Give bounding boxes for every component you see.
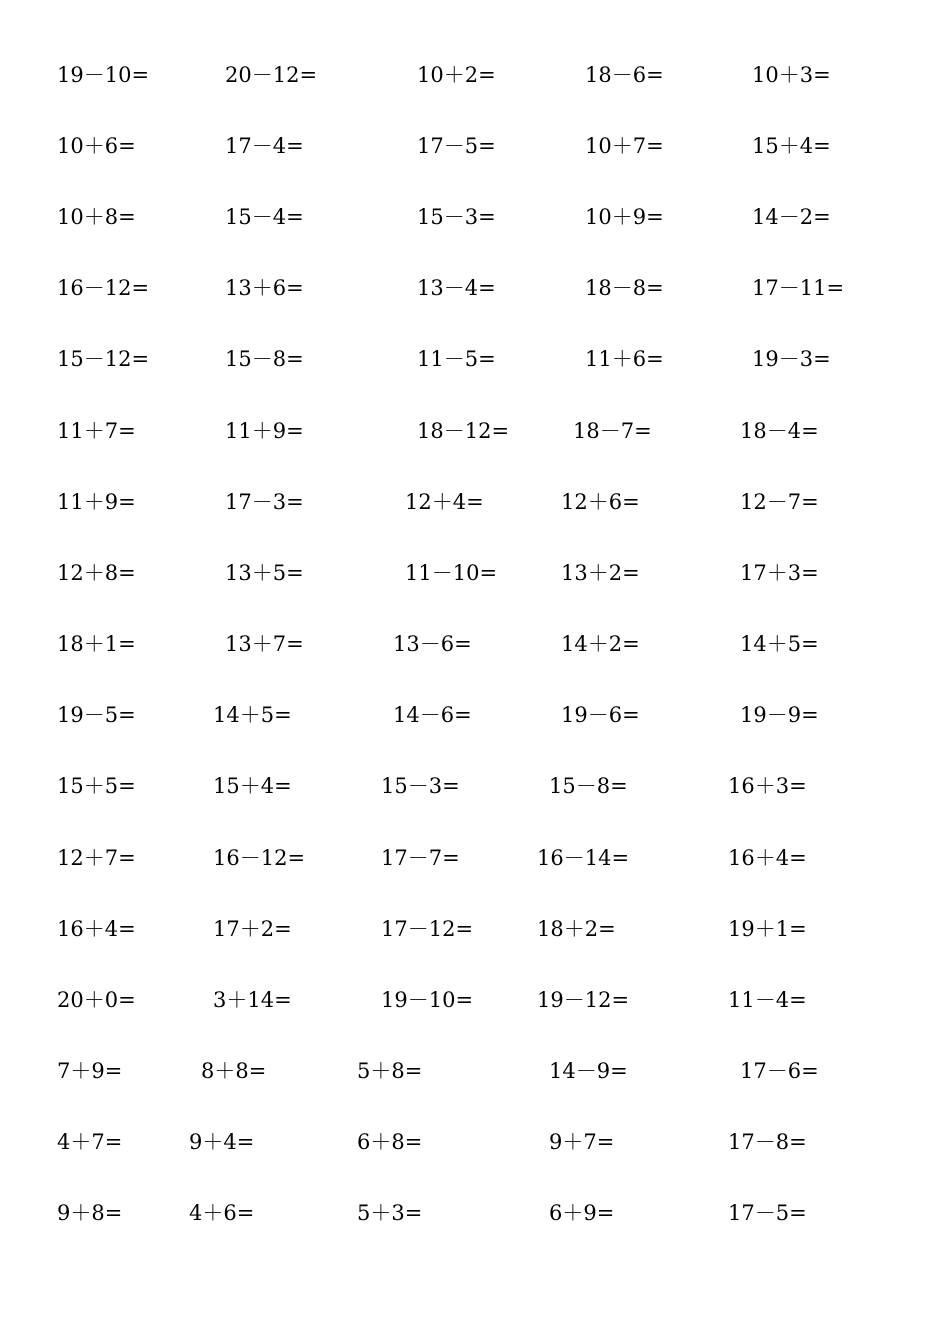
math-problem: 12＋6= [561,490,640,514]
math-problem: 11－5= [417,347,496,371]
math-problem: 17－3= [225,490,304,514]
math-problem: 20－12= [225,63,318,87]
math-problem: 17－5= [728,1201,807,1225]
math-problem: 9＋8= [57,1201,123,1225]
math-problem: 17＋3= [740,561,819,585]
math-problem: 15－12= [57,347,150,371]
math-problem: 19＋1= [728,917,807,941]
math-problem: 12＋8= [57,561,136,585]
math-problem: 17＋2= [213,917,292,941]
math-problem: 19－3= [752,347,831,371]
math-problem: 16－12= [57,276,150,300]
math-problem: 10＋3= [752,63,831,87]
math-problem: 13－6= [393,632,472,656]
math-problem: 11＋6= [585,347,664,371]
math-problem: 13＋6= [225,276,304,300]
math-problem: 9＋7= [549,1130,615,1154]
math-problem: 11＋9= [225,419,304,443]
math-problem: 17－4= [225,134,304,158]
math-problem: 4＋7= [57,1130,123,1154]
math-problem: 10＋9= [585,205,664,229]
math-problem: 11－4= [728,988,807,1012]
math-problem: 18－8= [585,276,664,300]
math-problem: 18＋1= [57,632,136,656]
math-problem: 17－5= [417,134,496,158]
math-problem: 16＋4= [57,917,136,941]
math-problem: 17－11= [752,276,845,300]
math-problem: 15－4= [225,205,304,229]
math-problem: 6＋8= [357,1130,423,1154]
math-problem: 8＋8= [201,1059,267,1083]
math-problem: 10＋8= [57,205,136,229]
math-problem: 10＋7= [585,134,664,158]
math-problem: 19－9= [740,703,819,727]
math-problem: 3＋14= [213,988,292,1012]
math-problem: 14－6= [393,703,472,727]
math-problem: 11－10= [405,561,498,585]
math-problem: 17－12= [381,917,474,941]
math-problem: 20＋0= [57,988,136,1012]
math-problem: 12＋7= [57,846,136,870]
math-problem: 15＋5= [57,774,136,798]
math-problem: 17－8= [728,1130,807,1154]
math-problem: 5＋8= [357,1059,423,1083]
math-problem: 19－10= [381,988,474,1012]
math-problem: 4＋6= [189,1201,255,1225]
math-problem: 18－12= [417,419,510,443]
math-problem: 14＋5= [740,632,819,656]
math-problem: 18＋2= [537,917,616,941]
math-problem: 17－7= [381,846,460,870]
math-problem: 16＋3= [728,774,807,798]
math-problem: 19－5= [57,703,136,727]
math-problem: 6＋9= [549,1201,615,1225]
math-problem: 16＋4= [728,846,807,870]
math-problem: 14＋2= [561,632,640,656]
math-problem: 15－8= [225,347,304,371]
math-problem: 10＋2= [417,63,496,87]
math-problem: 18－4= [740,419,819,443]
math-problem: 19－10= [57,63,150,87]
math-problem: 11＋9= [57,490,136,514]
math-problem: 15＋4= [752,134,831,158]
math-problem: 11＋7= [57,419,136,443]
math-problem: 18－7= [573,419,652,443]
math-problem: 15＋4= [213,774,292,798]
math-problem: 15－3= [417,205,496,229]
math-problem: 17－6= [740,1059,819,1083]
math-problem: 14－2= [752,205,831,229]
math-problem: 10＋6= [57,134,136,158]
math-problem: 12＋4= [405,490,484,514]
math-problem: 7＋9= [57,1059,123,1083]
math-problem: 16－14= [537,846,630,870]
math-problem: 12－7= [740,490,819,514]
math-problem: 13＋5= [225,561,304,585]
math-problem: 16－12= [213,846,306,870]
math-problem: 14＋5= [213,703,292,727]
math-problem: 9＋4= [189,1130,255,1154]
math-problem: 19－12= [537,988,630,1012]
math-problem: 5＋3= [357,1201,423,1225]
math-problem: 13＋7= [225,632,304,656]
math-problem: 13＋2= [561,561,640,585]
math-problem: 14－9= [549,1059,628,1083]
math-problem: 18－6= [585,63,664,87]
math-problem: 19－6= [561,703,640,727]
math-problem: 15－3= [381,774,460,798]
math-problem: 15－8= [549,774,628,798]
math-problem: 13－4= [417,276,496,300]
